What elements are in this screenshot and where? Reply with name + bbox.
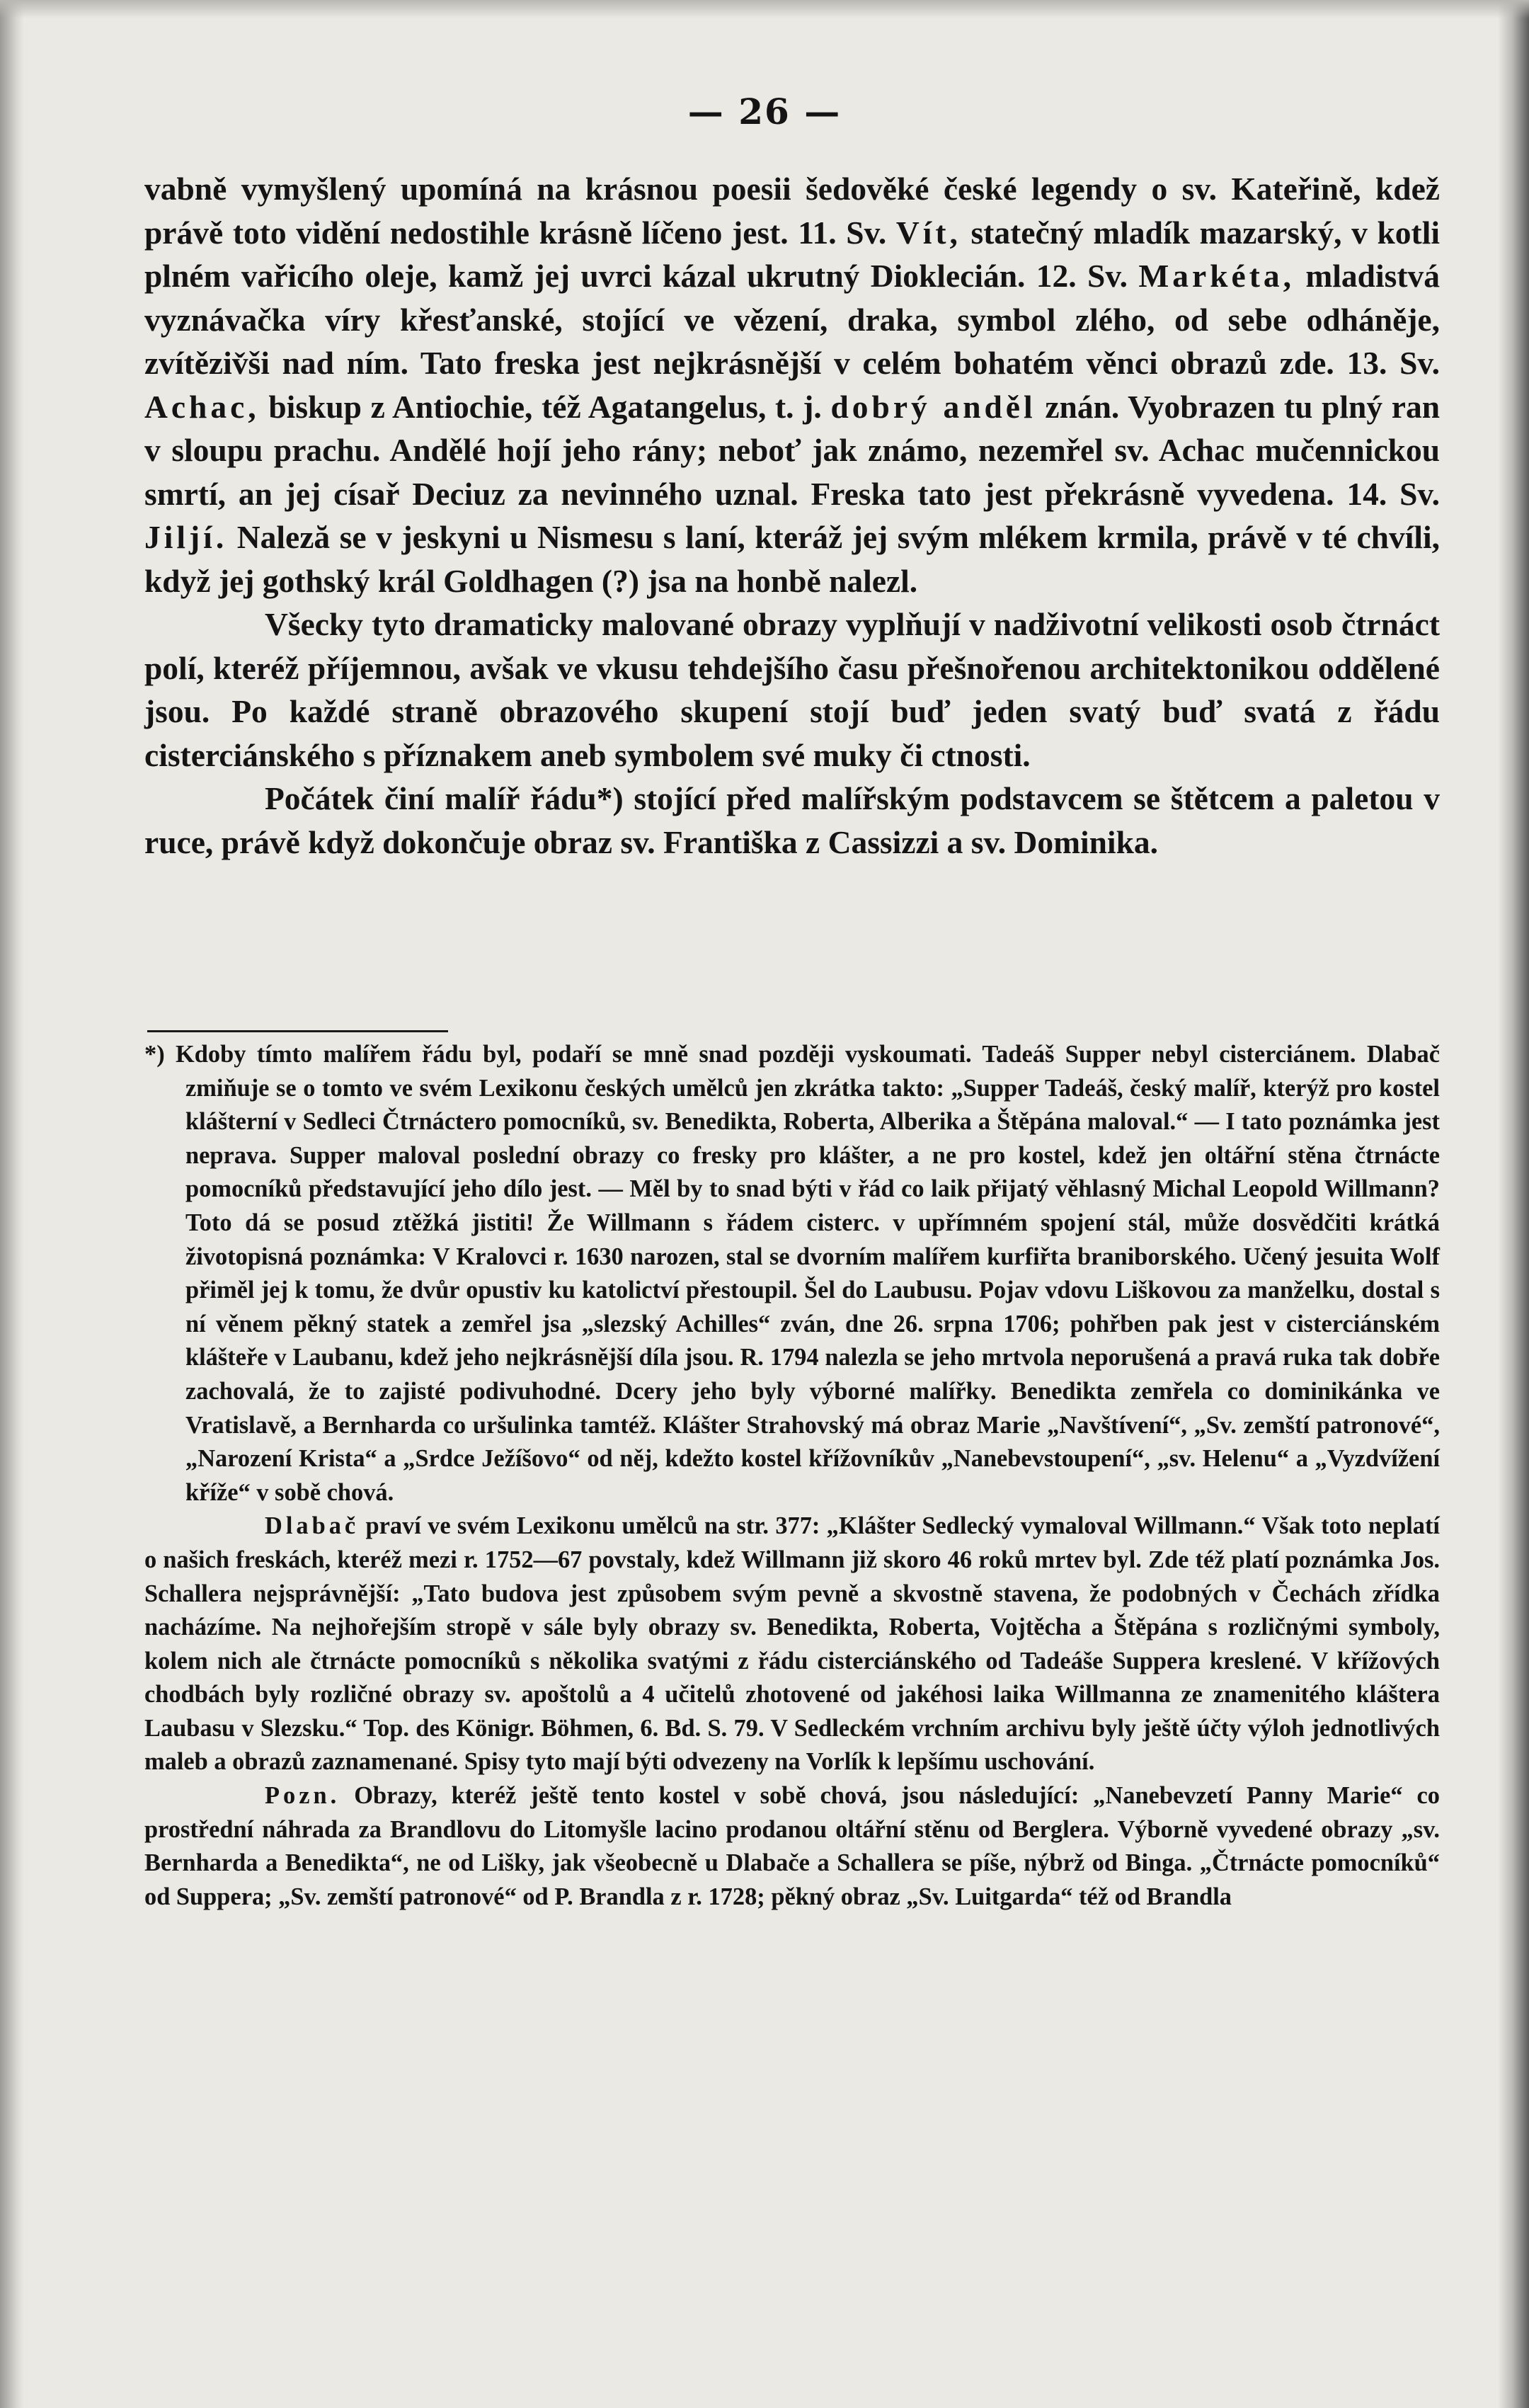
scan-shadow-left <box>0 0 24 2408</box>
text-run: Naleză se v jeskyni u Nismesu s laní, kteráž jej svým mlékem krmila, právě v té chvíli, když jej gothský král Goldhagen (?) jsa na honbě nalezl. <box>144 519 1441 599</box>
text-run: mladistvá vyznávačka víry křesťanské, stojící ve vězení, draka, symbol zlého, od sebe odháněje, zvítěziv̌ši nad ním. Tato freska jest nejkrásnější v celém bohatém věnci obrazů zde. 13. Sv. <box>144 258 1440 381</box>
footnote-pozn <box>144 1779 1440 1914</box>
text-run: Obrazy, kteréž ještě tento kostel v sobě chová, jsou následující: „Nanebevzetí Panny Marie“ co prostřední náhrada za Brandlovu do Litomyšle lacino prodanou oltářní stěnu od Berglera. Výborně vyvedené obrazy „sv. Bernharda a Benedikta“, ne od Lišky, jak všeobecně u Dlabače a Schallera se píše, nýbrž od Binga. „Čtrnácte pomocníků“ od Suppera; „Sv. zemští patronové“ od P. Brandla z r. 1728; pěkný obraz „Sv. Luitgarda“ též od Brandla <box>144 1782 1440 1910</box>
text-run: biskup z Antiochie, též Agatangelus, t. j. <box>268 388 822 425</box>
saint-name-marketa: Markéta, <box>1138 258 1295 294</box>
epithet-dobry-andel: dobrý anděl <box>830 388 1036 425</box>
paragraph-saints <box>144 167 1440 603</box>
saint-name-jilji: Jiljí. <box>144 519 228 555</box>
text-run: statečný mladík mazarský, v kotli plném vařicího oleje, kamž jej uvrci kázal ukrutný Dioklecián. 12. Sv. <box>144 214 1440 294</box>
main-text <box>144 167 1440 864</box>
text-run: znán. Vyobrazen tu plný ran v sloupu prachu. Andělé hojí jeho rány; neboť jak známo, nezemřel sv. Achac mučennickou smrtí, an jej císař Deciuz za nevinného uznal. Freska tato jest překrásně vyvedena. 14. Sv. <box>144 388 1440 512</box>
footnote-1: *) Kdoby tímto malířem řádu byl, podaří se mně snad později vyskoumati. Tadeáš Supper nebyl cisterciánem. Dlabač zmiňuje se o tomto ve svém Lexikonu českých umělců jen zkrátka takto: „Supper Tadeáš, český malíř, kterýž pro kostel klášterní v Sedleci Čtrnáctero pomocníků, sv. Benedikta, Roberta, Alberika a Štěpána maloval.“ — I tato poznámka jest neprava. Supper maloval poslední obrazy co fresky pro klášter, a ne pro kostel, kdež jen oltářní stěna čtrnácte pomocníků představující jeho dílo jest. — Měl by to snad býti v řád co laik přijatý věhlasný Michal Leopold Willmann? Toto dá se posud ztěžká jistiti! Že Willmann s řádem cisterc. v upřímném spojení stál, může dosvědčiti krátká životopisná poznámka: V Kralovci r. 1630 narozen, stal se dvorním malířem kurfiřta braniborského. Učený jesuita Wolf přiměl jej k tomu, že dvůr opustiv ku katolictví přestoupil. Šel do Laubusu. Pojav vdovu Liškovou za manželku, dostal s ní věnem pěkný statek a zemřel jsa „slezský Achilles“ zván, dne 26. srpna 1706; pohřben pak jest v cisterciánském klášteře v Laubanu, kdež jeho nejkrásnější díla jsou. R. 1794 nalezla se jeho mrtvola neporušená a pravá ruka tak dobře zachovalá, že to zajisté podivuhodné. Dcery jeho byly výborné malířky. Benedikta zemřela co dominikánka ve Vratislavě, a Bernharda co uršulinka tamtéž. Klášter Strahovský má obraz Marie „Navštívení“, „Sv. zemští patronové“, „Narození Krista“ a „Srdce Ježíšovo“ od něj, kdežto kostel křížovníkův „Nanebevstoupení“, „sv. Helenu“ a „Vyzdvížení kříže“ v sobě chová. <box>144 1041 1440 1506</box>
scan-shadow-right <box>1498 0 1529 2408</box>
note-label-pozn: Pozn. <box>265 1782 340 1810</box>
footnotes <box>144 1038 1440 1914</box>
footnote-dlabac <box>144 1510 1440 1779</box>
saint-name-vit: Vít, <box>895 214 961 251</box>
saint-name-achac: Achac, <box>144 388 260 425</box>
page-number: — 26 — <box>687 91 842 132</box>
footnote-divider <box>147 1030 448 1032</box>
text-run: praví ve svém Lexikonu umělců na str. 377: „Klášter Sedlecký vymaloval Willmann.“ Však toto neplatí o našich freskách, kteréž mezi r. 1752—67 povstaly, kdež Willmann již skoro 46 roků mrtev byl. Zde též platí poznámka Jos. Schallera nejsprávnější: „Tato budova jest způsobem svým pevně a skvostně stavena, že podobných v Čechách zřídka nacházíme. Na nejhořejším stropě v sále byly obrazy sv. Benedikta, Roberta, Vojtěcha a Štěpána s rozličnými symboly, kolem nich ale čtrnácte pomocníků s několika svatými z řádu cisterciánského od Tadeáše Suppera kreslené. V křížových chodbách byly rozličné obrazy sv. apoštolů a 4 učitelů zhotovené od jakéhosi laika Willmanna ze znamenitého kláštera Laubasu v Slezsku.“ Top. des Königr. Böhmen, 6. Bd. S. 79. V Sedleckém vrchním archivu byly ještě účty výloh jednotlivých maleb a obrazů zaznamenané. Spisy tyto mají býti odvezeny na Vorlík k lepšímu uschování. <box>144 1512 1440 1776</box>
paragraph-frescoes: Všecky tyto dramaticky malované obrazy vyplňují v nadživotní velikosti osob čtrnáct polí, kteréž příjemnou, avšak ve vkusu tehdejšího času přešnořenou architektonikou oddělené jsou. Po každé straně obrazového skupení stojí buď jeden svatý buď svatá z řádu cisterciánského s příznakem aneb symbolem své muky či ctnosti. <box>144 606 1440 773</box>
scan-shadow-top <box>0 0 1529 18</box>
paragraph-painter: Počátek činí malíř řádu*) stojící před malířským podstavcem se štětcem a paletou v ruce, právě když dokončuje obraz sv. Františka z Cassizzi a sv. Dominika. <box>144 780 1440 860</box>
author-name-dlabac: Dlabač <box>265 1512 360 1540</box>
text-run: vabně vymyšlený upomíná na krásnou poesii šedověké české legendy o sv. Kateřině, kdež právě toto vidění nedostihle krásně líčeno jest. 11. Sv. <box>144 171 1440 251</box>
